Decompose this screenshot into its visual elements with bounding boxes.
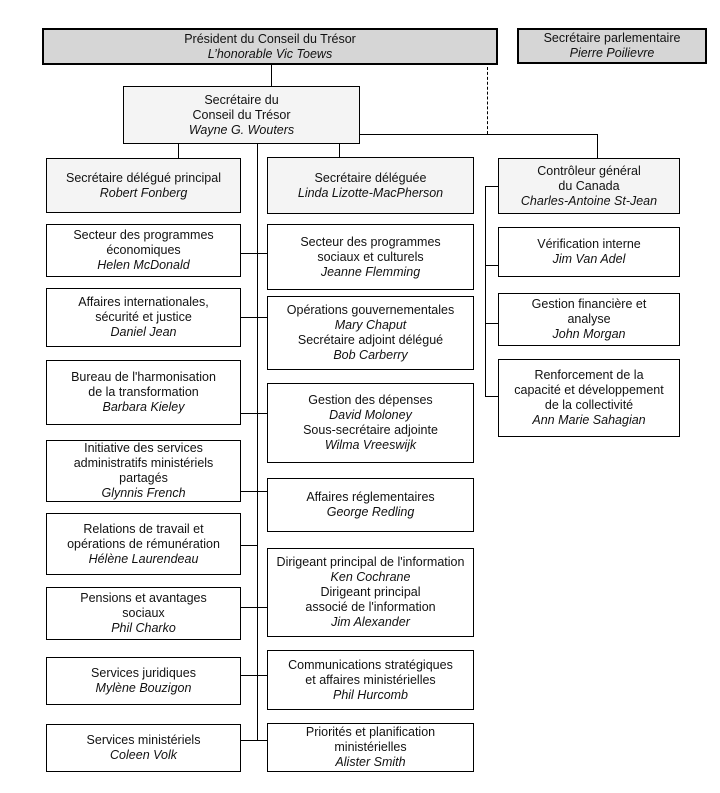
deputy-secretary-principal-title-line: Secrétaire délégué principal (66, 170, 221, 185)
social-cultural-programs-person-name: Jeanne Flemming (320, 264, 421, 279)
chief-information-officer-person-name: Ken Cochrane (330, 570, 411, 584)
secretary-treasury-board-title-line: Secrétaire du (204, 92, 279, 107)
org-box-government-operations (267, 296, 474, 370)
deputy-secretary-title-line: Secrétaire déléguée (314, 170, 427, 185)
org-box-corporate-services (46, 724, 241, 772)
connector-right-stub-1 (485, 186, 498, 187)
expenditure-management-person-name: Wilma Vreeswijk (324, 438, 417, 452)
shared-ministerial-services-person-name: Glynnis French (101, 486, 186, 500)
legal-services-person-name: Mylène Bouzigon (95, 681, 192, 695)
org-box-president (42, 28, 498, 65)
connector-right-stub-2 (485, 265, 498, 266)
comptroller-general-title-line: du Canada (558, 178, 620, 193)
connector-row-stub-4 (241, 491, 267, 492)
org-box-strategic-communications (267, 650, 474, 710)
connector-right-stub-4 (485, 396, 498, 397)
comptroller-general-person-name: Charles-Antoine St-Jean (520, 193, 658, 208)
economic-programs-person-name: Helen McDonald (97, 258, 190, 272)
internal-audit-title-line: Vérification interne (537, 237, 641, 251)
government-operations-person-name: Bob Carberry (333, 348, 408, 362)
pensions-benefits-title-line: Pensions et avantages (80, 591, 207, 605)
org-box-expenditure-management (267, 383, 474, 463)
connector-secretary-to-middle-stub (339, 144, 340, 157)
government-operations-title-line: Opérations gouvernementales (286, 303, 455, 317)
org-box-priorities-planning (267, 723, 474, 772)
comptroller-general-title-line: Contrôleur général (537, 163, 641, 178)
financial-management-title-line: Gestion financière et (531, 297, 647, 311)
secretary-treasury-board-person-name: Wayne G. Wouters (188, 122, 295, 137)
priorities-planning-title-line: ministérielles (334, 740, 407, 754)
government-operations-title-line: Secrétaire adjoint délégué (297, 333, 444, 347)
corporate-services-person-name: Coleen Volk (110, 748, 177, 762)
expenditure-management-title-line: Sous-secrétaire adjointe (303, 423, 438, 437)
legal-services-title-line: Services juridiques (91, 666, 196, 680)
internal-audit-person-name: Jim Van Adel (552, 252, 626, 266)
org-box-deputy-secretary (267, 157, 474, 214)
connector-right-spine (485, 186, 486, 397)
chief-information-officer-title-line: associé de l'information (305, 600, 436, 614)
deputy-secretary-principal-person-name: Robert Fonberg (99, 185, 188, 200)
financial-management-title-line: analyse (567, 312, 611, 326)
community-capacity-person-name: Ann Marie Sahagian (532, 413, 646, 427)
connector-secretary-to-left-stub (178, 144, 179, 158)
org-box-labour-relations (46, 513, 241, 575)
chief-information-officer-title-line: Dirigeant principal de l'information (276, 555, 465, 569)
connector-center-spine (257, 144, 258, 741)
economic-programs-title-line: économiques (106, 243, 181, 257)
transformation-harmonization-title-line: de la transformation (88, 385, 199, 399)
expenditure-management-person-name: David Moloney (329, 408, 412, 422)
international-affairs-title-line: Affaires internationales, (78, 295, 209, 309)
strategic-communications-person-name: Phil Hurcomb (332, 687, 409, 702)
connector-row-stub-6 (241, 607, 267, 608)
secretary-treasury-board-title-line: Conseil du Trésor (192, 107, 291, 122)
president-title-line: Président du Conseil du Trésor (184, 31, 356, 46)
priorities-planning-person-name: Alister Smith (335, 755, 406, 769)
connector-right-stub-3 (485, 323, 498, 324)
labour-relations-title-line: opérations de rémunération (67, 536, 220, 551)
org-box-financial-management (498, 293, 680, 346)
org-box-transformation-harmonization (46, 360, 241, 425)
corporate-services-title-line: Services ministériels (86, 733, 201, 747)
org-box-international-affairs (46, 288, 241, 347)
regulatory-affairs-person-name: George Redling (326, 505, 415, 519)
connector-row-stub-2 (241, 317, 267, 318)
parliamentary-secretary-title-line: Secrétaire parlementaire (543, 31, 681, 45)
org-box-shared-ministerial-services (46, 440, 241, 502)
strategic-communications-title-line: Communications stratégiques (288, 657, 453, 672)
connector-row-stub-7 (241, 675, 267, 676)
org-box-legal-services (46, 657, 241, 705)
shared-ministerial-services-title-line: administratifs ministériels (73, 456, 214, 470)
pensions-benefits-person-name: Phil Charko (111, 621, 176, 635)
connector-parliamentary-dashed-link (487, 67, 488, 134)
connector-row-stub-1 (241, 253, 267, 254)
org-box-pensions-benefits (46, 587, 241, 640)
shared-ministerial-services-title-line: partagés (119, 471, 168, 485)
chief-information-officer-title-line: Dirigeant principal (320, 585, 421, 599)
parliamentary-secretary-person-name: Pierre Poilievre (569, 46, 655, 60)
deputy-secretary-person-name: Linda Lizotte-MacPherson (297, 185, 444, 200)
org-box-social-cultural-programs (267, 224, 474, 290)
transformation-harmonization-person-name: Barbara Kieley (102, 400, 185, 414)
pensions-benefits-title-line: sociaux (122, 606, 165, 620)
community-capacity-title-line: de la collectivité (544, 398, 634, 412)
labour-relations-title-line: Relations de travail et (83, 521, 204, 536)
community-capacity-title-line: capacité et développement (514, 383, 664, 397)
priorities-planning-title-line: Priorités et planification (305, 725, 436, 739)
connector-row-stub-5-left (241, 545, 258, 546)
org-box-comptroller-general (498, 158, 680, 214)
org-box-deputy-secretary-principal (46, 158, 241, 213)
social-cultural-programs-title-line: sociaux et culturels (317, 249, 424, 264)
org-box-economic-programs (46, 224, 241, 277)
strategic-communications-title-line: et affaires ministérielles (305, 672, 436, 687)
org-box-internal-audit (498, 227, 680, 277)
connector-president-to-secretary (271, 65, 272, 86)
connector-secretary-to-comptroller-v (597, 134, 598, 158)
financial-management-person-name: John Morgan (552, 327, 626, 341)
org-box-regulatory-affairs (267, 478, 474, 532)
expenditure-management-title-line: Gestion des dépenses (308, 393, 433, 407)
transformation-harmonization-title-line: Bureau de l'harmonisation (71, 370, 216, 384)
government-operations-person-name: Mary Chaput (334, 318, 407, 332)
org-box-secretary-treasury-board (123, 86, 360, 144)
chief-information-officer-person-name: Jim Alexander (331, 615, 410, 629)
org-box-chief-information-officer (267, 548, 474, 637)
labour-relations-person-name: Hélène Laurendeau (88, 551, 199, 566)
economic-programs-title-line: Secteur des programmes (73, 228, 214, 242)
connector-secretary-to-comptroller-h (360, 134, 598, 135)
president-person-name: L’honorable Vic Toews (207, 46, 333, 61)
org-box-community-capacity (498, 359, 680, 437)
international-affairs-title-line: sécurité et justice (95, 310, 192, 324)
shared-ministerial-services-title-line: Initiative des services (84, 441, 203, 455)
community-capacity-title-line: Renforcement de la (534, 368, 644, 382)
connector-row-stub-8 (241, 740, 267, 741)
international-affairs-person-name: Daniel Jean (110, 325, 177, 339)
connector-row-stub-3 (241, 413, 267, 414)
regulatory-affairs-title-line: Affaires réglementaires (306, 490, 435, 504)
org-box-parliamentary-secretary (517, 28, 707, 64)
social-cultural-programs-title-line: Secteur des programmes (300, 234, 441, 249)
